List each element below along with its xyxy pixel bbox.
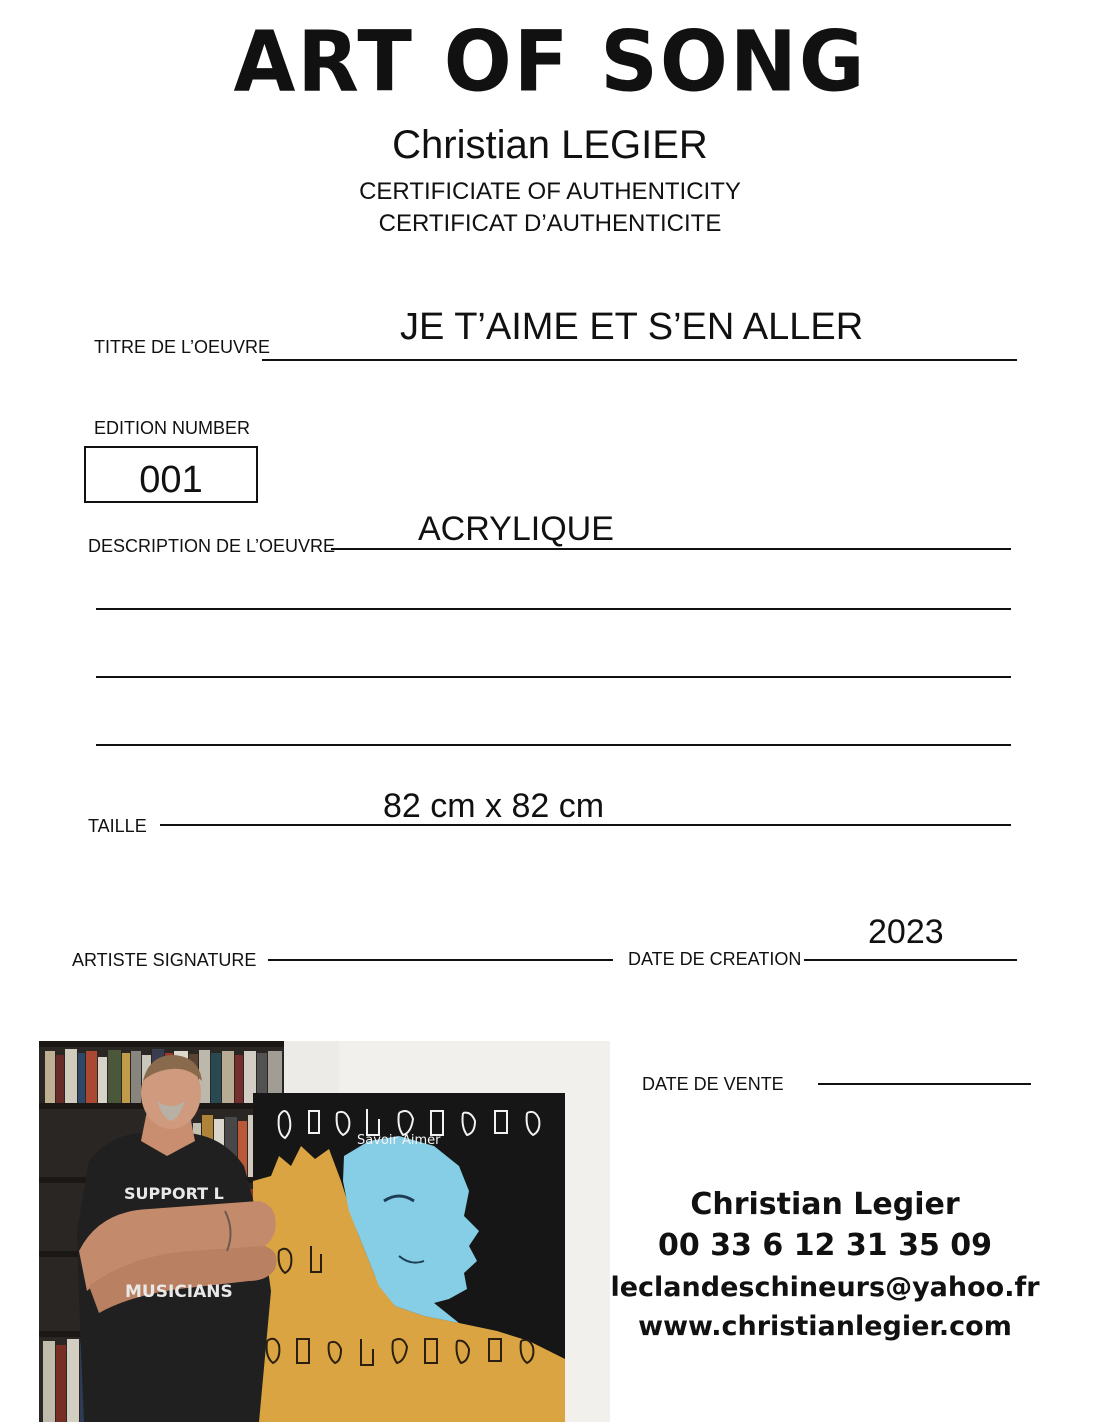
painting <box>253 1093 565 1422</box>
contact-phone: 00 33 6 12 31 35 09 <box>657 1228 993 1263</box>
description-line-1 <box>331 548 1011 550</box>
signature-label: ARTISTE SIGNATURE <box>72 950 257 970</box>
contact-name: Christian Legier <box>690 1187 960 1222</box>
signature-line <box>268 959 613 961</box>
titre-label: TITRE DE L’OEUVRE <box>94 337 271 357</box>
date-creation-line <box>804 959 1017 961</box>
date-vente-label: DATE DE VENTE <box>642 1074 784 1094</box>
subtitle-english: CERTIFICIATE OF AUTHENTICITY <box>359 178 741 205</box>
description-line-3 <box>96 676 1011 678</box>
certificate-title: ART OF SONG <box>233 12 867 111</box>
description-value: ACRYLIQUE <box>418 510 614 548</box>
edition-value: 001 <box>139 459 203 501</box>
date-vente-line <box>818 1083 1031 1085</box>
description-line-4 <box>96 744 1011 746</box>
shirt-text-2: MUSICIANS <box>125 1282 233 1302</box>
contact-email[interactable]: leclandeschineurs@yahoo.fr <box>610 1272 1040 1303</box>
artist-photo <box>39 1041 610 1422</box>
taille-label: TAILLE <box>88 816 147 836</box>
description-label: DESCRIPTION DE L’OEUVRE <box>88 536 336 556</box>
taille-value: 82 cm x 82 cm <box>383 787 605 825</box>
description-line-2 <box>96 608 1011 610</box>
date-creation-value: 2023 <box>868 913 944 951</box>
painting-text: Savoir Aimer <box>357 1133 441 1148</box>
titre-value: JE T’AIME ET S’EN ALLER <box>400 306 864 348</box>
subtitle-french: CERTIFICAT D’AUTHENTICITE <box>378 210 722 237</box>
contact-website[interactable]: www.christianlegier.com <box>638 1311 1012 1342</box>
titre-line <box>262 359 1017 361</box>
date-creation-label: DATE DE CREATION <box>628 949 802 969</box>
artist-name: Christian LEGIER <box>392 123 708 167</box>
taille-line <box>160 824 1011 826</box>
shirt-text-1: SUPPORT L <box>124 1184 224 1203</box>
edition-label: EDITION NUMBER <box>94 418 251 438</box>
